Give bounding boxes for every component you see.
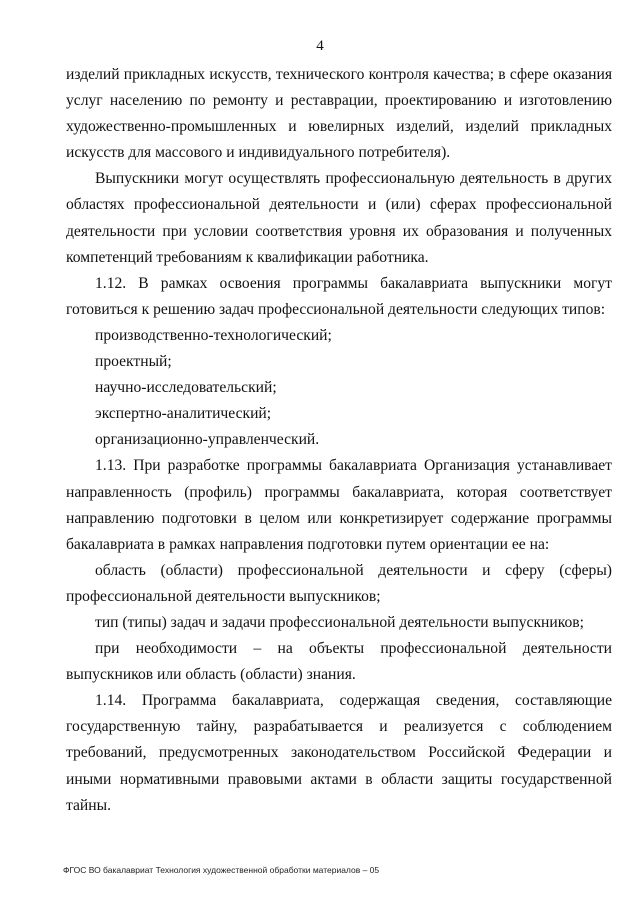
paragraph-1-12: 1.12. В рамках освоения программы бакалавриата выпускники могут готовиться к решению задач профессиональной деятельности следующих типов: (66, 274, 612, 318)
paragraph-orientation-areas: область (области) профессиональной деятельности и сферу (сферы) профессиональной деятельности выпускников; (66, 561, 612, 605)
paragraph-orientation-tasks: тип (типы) задач и задачи профессиональной деятельности выпускников; (95, 613, 584, 631)
document-body (66, 62, 612, 819)
list-item: организационно-управленческий. (95, 431, 320, 449)
list-item: научно-исследовательский; (95, 379, 277, 397)
list-item: экспертно-аналитический; (95, 405, 272, 423)
document-footer: ФГОС ВО бакалавриат Технология художественной обработки материалов – 05 (63, 865, 380, 875)
list-item: проектный; (95, 353, 172, 371)
page-number: 4 (316, 38, 324, 54)
paragraph-orientation-objects: при необходимости – на объекты профессиональной деятельности выпускников или область (области) знания. (66, 640, 612, 684)
paragraph-1-13: 1.13. При разработке программы бакалавриата Организация устанавливает направленность (профиль) программы бакалавриата, которая соответствует направлению подготовки в целом или конкретизирует содержание программы бакалавриата в рамках направления подготовки путем ориентации ее на: (66, 457, 612, 553)
paragraph-1-14: 1.14. Программа бакалавриата, содержащая сведения, составляющие государственную тайну, разрабатывается и реализуется с соблюдением требований, предусмотренных законодательством Российской Федерации и иными нормативными правовыми актами в области защиты государственной тайны. (66, 692, 612, 814)
paragraph-other-areas: Выпускники могут осуществлять профессиональную деятельность в других областях профессиональной деятельности и (или) сферах профессиональной деятельности при условии соответствия уровня их образования и полученных компетенций требованиям к квалификации работника. (66, 170, 612, 266)
paragraph-activity-spheres-continuation: изделий прикладных искусств, технического контроля качества; в сфере оказания услуг населению по ремонту и реставрации, проектированию и изготовлению художественно-промышленных и ювелирных изделий, изделий прикладных искусств для массового и индивидуального потребителя). (66, 66, 612, 162)
list-item: производственно-технологический; (95, 326, 332, 344)
task-types-list (66, 323, 612, 453)
